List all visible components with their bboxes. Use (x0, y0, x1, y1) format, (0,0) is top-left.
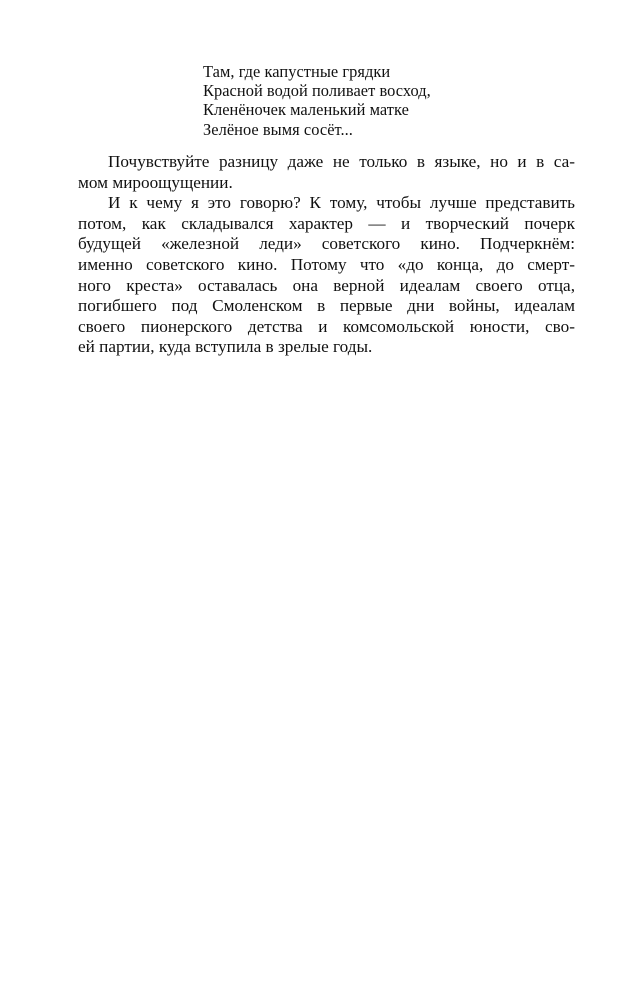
text-line: И к чему я это говорю? К тому, чтобы лучше представить (108, 193, 575, 213)
text-line: ного креста» оставалась она верной идеалам своего отца, (78, 275, 575, 295)
poem-line: Кленёночек маленький матке (203, 100, 409, 120)
body-text (78, 152, 575, 358)
text-line: ей партии, куда вступила в зрелые годы. (78, 337, 373, 357)
paragraph-1 (78, 152, 575, 193)
poem-line: Красной водой поливает восход, (203, 81, 431, 101)
text-line: потом, как складывался характер — и творческий почерк (78, 213, 575, 233)
paragraph-2 (78, 193, 575, 358)
text-line: будущей «железной леди» советского кино. Подчеркнём: (78, 234, 575, 254)
text-line: именно советского кино. Потому что «до конца, до смерт- (78, 254, 575, 274)
text-line: погибшего под Смоленском в первые дни войны, идеалам (78, 296, 575, 316)
text-line: Почувствуйте разницу даже не только в языке, но и в са- (108, 152, 575, 171)
text-line: мом мироощущении. (78, 172, 233, 192)
poem-line: Зелёное вымя сосёт... (203, 119, 353, 139)
text-line: своего пионерского детства и комсомольской юности, сво- (78, 316, 575, 336)
poem-line: Там, где капустные грядки (203, 62, 391, 81)
poem-excerpt (203, 62, 583, 139)
